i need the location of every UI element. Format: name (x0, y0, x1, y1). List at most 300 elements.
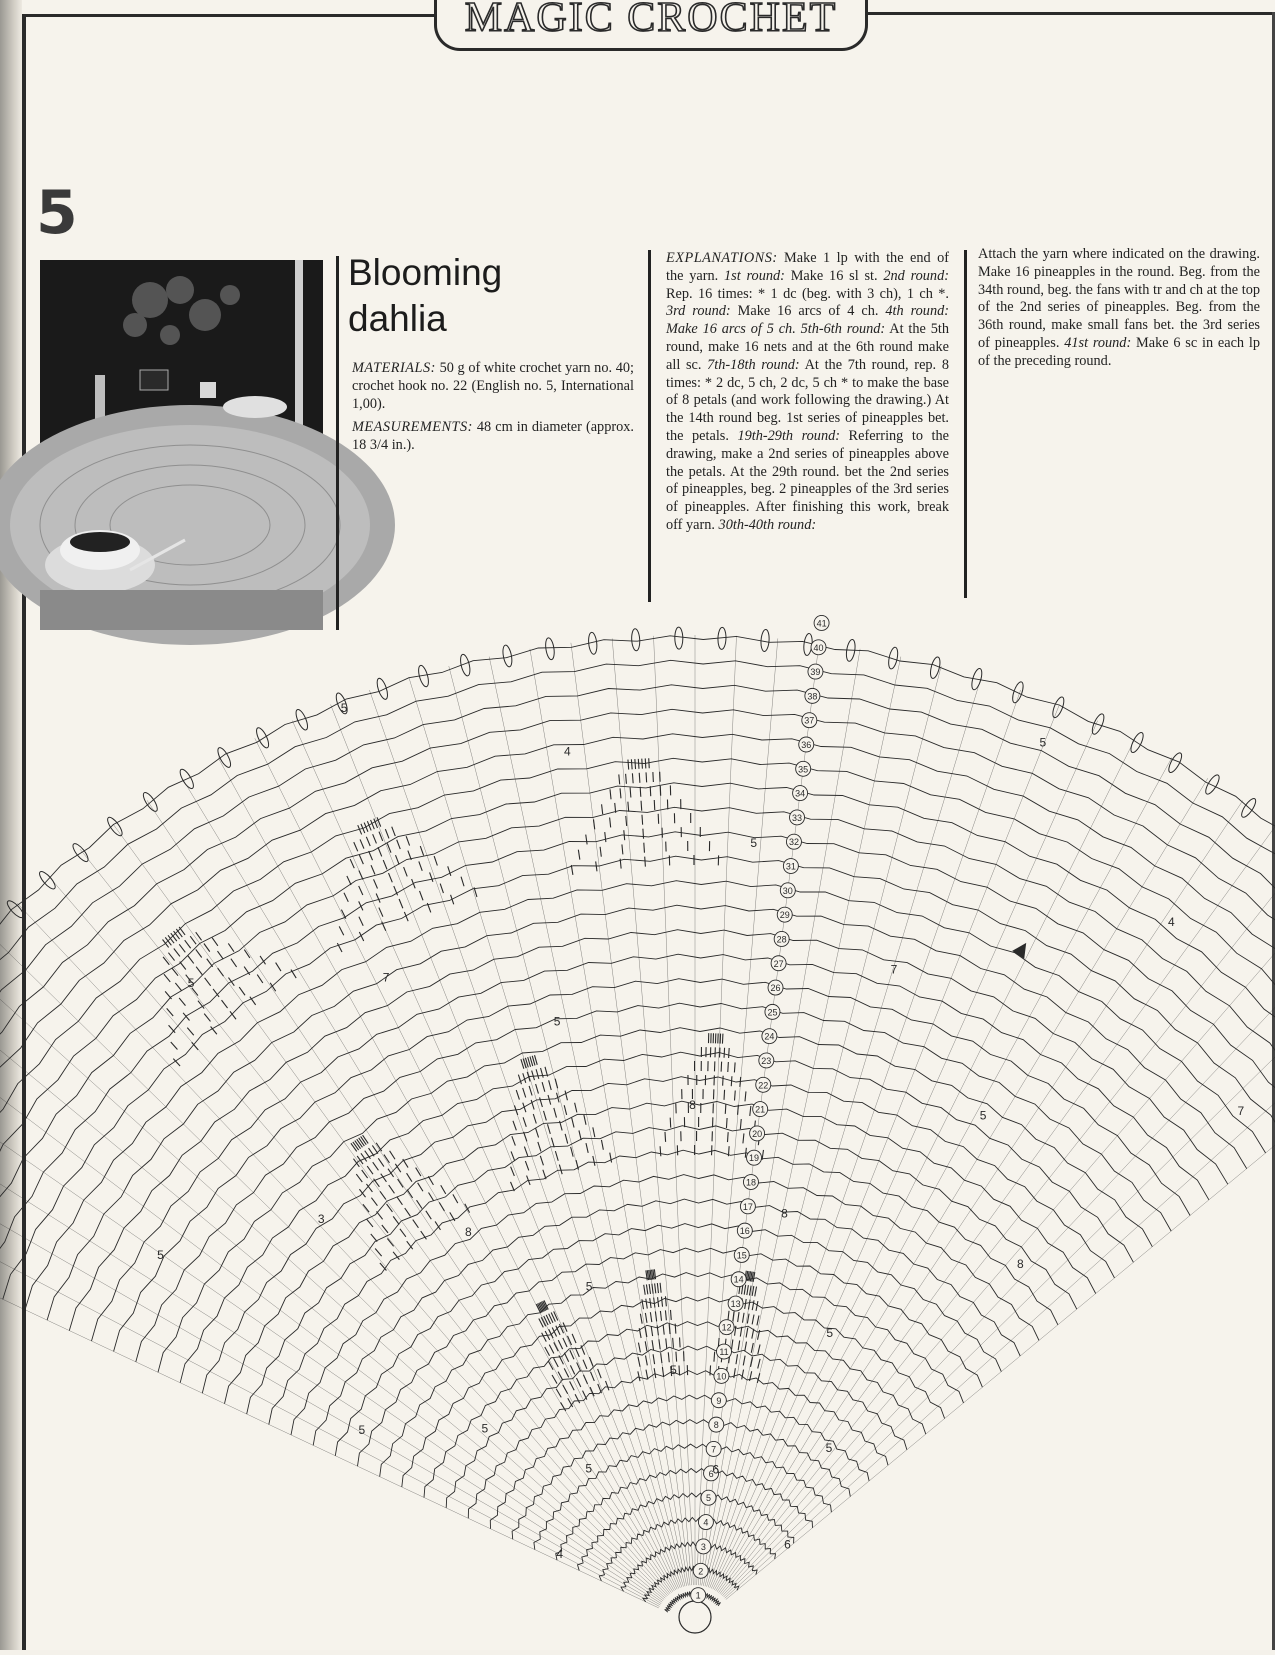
chart-stitch-mark (439, 1202, 444, 1211)
chart-stitch-mark (169, 1025, 176, 1033)
round-marker-label: 34 (795, 789, 805, 799)
round-marker-label: 1 (696, 1591, 701, 1601)
chart-stitch-mark (593, 1127, 595, 1137)
round-marker-label: 36 (801, 740, 811, 750)
round-marker-label: 40 (814, 643, 824, 653)
chart-stitch-mark (590, 1387, 594, 1396)
chart-stitch-mark (361, 1136, 367, 1144)
chart-stitch-mark (549, 1080, 552, 1090)
chart-stitch-mark (583, 1375, 587, 1384)
round-marker-label: 37 (804, 716, 814, 726)
chart-stitch-mark (426, 1211, 431, 1219)
chart-stitch-mark (650, 1312, 651, 1322)
chain-count-label: 4 (1168, 915, 1175, 929)
chart-edge-picot (501, 644, 513, 667)
round-marker-label: 27 (774, 959, 784, 969)
chart-stitch-mark (646, 1284, 647, 1294)
chart-stitch-mark (750, 1106, 751, 1116)
chart-stitch-mark (740, 1119, 741, 1129)
chart-stitch-mark (745, 1148, 746, 1158)
chart-stitch-mark (600, 847, 601, 857)
explanations-label: EXPLANATIONS: (666, 250, 778, 266)
continuation-text (978, 246, 1260, 369)
chart-stitch-mark (524, 1132, 527, 1141)
chart-stitch-mark (666, 1338, 667, 1348)
chain-count-label: 5 (157, 1248, 164, 1262)
chart-stitch-mark (564, 1105, 566, 1115)
chart-stitch-mark (366, 837, 370, 846)
chart-stitch-mark (558, 1372, 563, 1381)
explanations-segment: 1st round: (724, 268, 785, 284)
chart-stitch-mark (745, 1342, 747, 1352)
chain-count-label: 8 (465, 1225, 472, 1239)
chart-stitch-mark (556, 1389, 561, 1398)
chart-stitch-mark (605, 832, 606, 842)
chart-radial-line (218, 757, 676, 1589)
round-marker-label: 39 (810, 667, 820, 677)
materials-paragraph (352, 360, 634, 413)
chart-stitch-mark (524, 1147, 527, 1156)
chart-stitch-mark (374, 879, 378, 888)
chart-stitch-mark (676, 1352, 677, 1362)
chart-stitch-mark (590, 1372, 594, 1381)
chart-stitch-mark (441, 1185, 446, 1194)
chart-stitch-mark (743, 1133, 744, 1143)
chart-stitch-mark (632, 773, 633, 783)
chart-stitch-mark (371, 1198, 377, 1206)
chart-stitch-mark (396, 855, 400, 864)
chart-stitch-mark (379, 832, 383, 841)
chain-count-label: 5 (481, 1422, 488, 1436)
round-marker-label: 7 (711, 1444, 716, 1454)
chart-stitch-mark (406, 836, 409, 845)
chart-radial-line (80, 849, 670, 1594)
chart-stitch-mark (538, 1142, 541, 1152)
chart-stitch-mark (559, 1165, 562, 1175)
chart-stitch-mark (638, 1343, 640, 1353)
chart-stitch-mark (419, 861, 422, 870)
chart-edge-picot (375, 677, 390, 700)
explanations-segment: 7th-18th round: (707, 357, 800, 373)
chain-count-label: 8 (689, 1098, 696, 1112)
measurements-text: 48 cm in diameter (approx. 18 3/4 in.). (352, 419, 634, 453)
round-marker-label: 15 (737, 1250, 747, 1260)
chart-stitch-mark (742, 1370, 744, 1380)
chart-stitch-mark (735, 1091, 736, 1101)
chart-stitch-mark (660, 1311, 661, 1321)
chart-stitch-mark (578, 850, 579, 860)
chart-stitch-mark (596, 861, 597, 871)
chart-stitch-mark (511, 1182, 515, 1191)
chart-stitch-mark (542, 1082, 545, 1092)
chart-stitch-mark (572, 1334, 576, 1343)
magazine-title: MAGIC CROCHET (465, 0, 838, 42)
chart-stitch-mark (654, 1368, 656, 1378)
round-marker-label: 22 (758, 1080, 768, 1090)
explanations-segment: Make 16 arcs of 4 ch. (731, 303, 886, 319)
round-marker-label: 19 (749, 1153, 759, 1163)
chart-stitch-mark (387, 1204, 393, 1212)
explanations-segment: 3rd round: (666, 303, 731, 319)
chart-stitch-mark (635, 759, 636, 769)
chart-stitch-mark (638, 1371, 640, 1381)
chart-stitch-mark (742, 1313, 744, 1323)
chart-stitch-mark (645, 1356, 647, 1366)
chart-stitch-mark (593, 819, 594, 829)
chart-stitch-mark (724, 1090, 725, 1100)
round-marker-label: 38 (807, 691, 817, 701)
chart-stitch-mark (371, 1234, 377, 1242)
chart-stitch-mark (602, 804, 603, 814)
chart-stitch-mark (734, 1368, 736, 1378)
crochet-diagram-drawing (110, 630, 1070, 1650)
column-rule-3 (964, 250, 967, 598)
chart-stitch-mark (563, 1385, 568, 1394)
chart-stitch-mark (646, 772, 647, 782)
chart-stitch-mark (393, 1216, 399, 1224)
round-marker-label: 23 (761, 1056, 771, 1066)
header-plate (434, 0, 868, 51)
chart-stitch-mark (355, 1141, 361, 1149)
chart-stitch-mark (589, 1357, 593, 1366)
explanations-segment: Rep. 16 times: * 1 dc (beg. with 3 ch), 1 ch *. (666, 286, 949, 302)
materials-column (352, 360, 634, 461)
chart-stitch-mark (575, 1348, 579, 1357)
chart-stitch-mark (628, 760, 629, 770)
chart-stitch-mark (549, 1345, 554, 1354)
chart-stitch-mark (453, 1194, 458, 1203)
chart-stitch-mark (440, 884, 443, 893)
chart-stitch-mark (543, 1170, 546, 1179)
chart-stitch-mark (581, 1345, 585, 1354)
chart-radial-line (147, 800, 673, 1591)
chart-stitch-mark (357, 1139, 363, 1147)
chart-stitch-mark (733, 1311, 734, 1321)
round-marker-label: 30 (783, 886, 793, 896)
chart-stitch-mark (624, 830, 625, 840)
chart-stitch-mark (757, 1373, 759, 1383)
chart-stitch-mark (663, 1325, 664, 1335)
materials-text: 50 g of white crochet yarn no. 40; crochet hook no. 22 (English no. 5, International 1,00). (352, 360, 634, 412)
chart-stitch-mark (610, 789, 611, 799)
chain-count-label: 5 (980, 1108, 987, 1122)
chart-stitch-mark (758, 1359, 760, 1369)
chart-radial-line (449, 666, 685, 1586)
chart-stitch-mark (651, 1326, 652, 1336)
chart-stitch-mark (371, 820, 375, 829)
chart-stitch-mark (670, 1310, 671, 1320)
round-marker-label: 41 (817, 618, 827, 628)
chart-stitch-mark (728, 1146, 729, 1156)
chart-stitch-mark (257, 975, 263, 983)
chart-edge-picot (588, 632, 598, 655)
chart-stitch-mark (576, 1378, 580, 1387)
chart-stitch-mark (727, 1132, 728, 1142)
chart-stitch-mark (228, 943, 234, 951)
chain-count-label: 7 (891, 963, 898, 977)
chart-edge-picot (544, 637, 555, 660)
chart-stitch-mark (650, 786, 651, 796)
chart-stitch-mark (542, 1333, 547, 1342)
chart-stitch-mark (645, 857, 646, 867)
round-marker-label: 11 (719, 1347, 728, 1357)
chart-stitch-mark (738, 1312, 739, 1322)
chart-stitch-mark (187, 1028, 193, 1036)
chart-stitch-mark (387, 843, 391, 852)
chain-count-label: 5 (750, 836, 757, 850)
chart-stitch-mark (606, 1381, 609, 1390)
chart-stitch-mark (375, 1249, 381, 1257)
chart-stitch-mark (714, 1352, 715, 1362)
chart-stitch-mark (167, 1008, 174, 1016)
chart-stitch-mark (354, 842, 358, 851)
chart-stitch-mark (523, 1088, 526, 1098)
chart-stitch-mark (563, 1338, 567, 1347)
chart-stitch-mark (179, 944, 185, 952)
chart-stitch-mark (434, 856, 437, 865)
chart-stitch-mark (536, 1069, 539, 1079)
chart-stitch-mark (513, 1121, 516, 1130)
chart-stitch-mark (533, 1114, 536, 1124)
chart-stitch-mark (652, 1270, 653, 1280)
chart-stitch-mark (639, 773, 640, 783)
chart-stitch-mark (660, 1283, 661, 1293)
chart-stitch-mark (644, 843, 645, 853)
chart-stitch-mark (564, 1353, 568, 1362)
pattern-number: 5 (36, 178, 78, 248)
chart-stitch-mark (367, 1166, 373, 1174)
chart-stitch-mark (525, 1161, 528, 1170)
chart-stitch-mark (731, 1076, 732, 1086)
chart-round-arc (313, 1199, 1020, 1445)
chart-stitch-mark (405, 1208, 411, 1216)
chart-stitch-mark (645, 1341, 647, 1351)
chart-stitch-mark (752, 1329, 754, 1339)
chart-stitch-mark (572, 1118, 574, 1128)
round-marker-label: 21 (755, 1105, 765, 1115)
doily-photo-image (40, 260, 323, 630)
chart-stitch-mark (362, 1170, 368, 1178)
chart-stitch-mark (646, 1299, 647, 1309)
chart-stitch-mark (196, 967, 202, 975)
chart-stitch-mark (389, 1185, 395, 1193)
explanations-segment: Referring to the drawing, make a 2nd series of pineapples above the petals. At the 29th round. bet the 2nd series of pineapples, beg. 2 pineapples of the 3rd series of pineapples. After finishing this work, break off yarn. (666, 428, 949, 533)
chart-stitch-mark (655, 1311, 656, 1321)
chart-round-arc (291, 1175, 1039, 1435)
chart-radial-line (182, 778, 674, 1591)
chart-stitch-mark (516, 1090, 519, 1099)
frame-top-rule-left (22, 14, 434, 17)
chart-stitch-mark (239, 987, 245, 995)
chart-stitch-mark (649, 758, 650, 768)
chart-stitch-mark (734, 1062, 735, 1072)
round-marker-label: 16 (740, 1226, 750, 1236)
round-marker-label: 3 (701, 1542, 706, 1552)
chain-count-label: 5 (670, 1363, 677, 1377)
chart-round-arc (556, 1469, 813, 1561)
chart-stitch-mark (654, 1298, 655, 1308)
chart-stitch-mark (655, 1283, 656, 1293)
chart-stitch-mark (626, 816, 627, 826)
chart-stitch-mark (373, 1162, 379, 1170)
explanations-segment: At the 5th round, make 16 nets and at the 6th round make all sc. (666, 321, 949, 373)
chart-stitch-mark (610, 818, 611, 828)
chart-stitch-mark (601, 1140, 603, 1150)
chart-stitch-mark (276, 963, 281, 971)
chart-edge-picot (675, 627, 683, 649)
frame-left-rule (22, 14, 26, 1650)
chart-stitch-mark (555, 1151, 558, 1161)
chart-stitch-mark (649, 1284, 650, 1294)
chart-stitch-mark (512, 1136, 516, 1145)
chart-stitch-mark (383, 860, 387, 869)
chart-stitch-mark (217, 951, 223, 959)
chart-stitch-mark (640, 787, 641, 797)
round-marker-label: 9 (716, 1396, 721, 1406)
chart-stitch-mark (420, 846, 423, 855)
round-marker-label: 8 (714, 1420, 719, 1430)
chart-stitch-mark (675, 1324, 676, 1334)
chart-stitch-mark (638, 1357, 640, 1367)
chart-stitch-mark (584, 1115, 586, 1125)
chart-round-arc (490, 1395, 869, 1529)
chart-stitch-mark (662, 1367, 663, 1377)
chart-stitch-mark (755, 1287, 757, 1297)
chart-stitch-mark (752, 1286, 754, 1296)
chart-radial-line (489, 657, 687, 1586)
chart-stitch-mark (378, 1158, 384, 1166)
chart-center-ring (679, 1601, 711, 1633)
chart-stitch-mark (593, 1156, 595, 1166)
chart-stitch-mark (547, 1124, 550, 1134)
chart-stitch-mark (626, 774, 627, 784)
round-marker-label: 24 (764, 1032, 774, 1042)
round-marker-label: 32 (789, 837, 799, 847)
chart-stitch-mark (583, 1360, 587, 1369)
chart-stitch-mark (729, 1048, 730, 1058)
chart-stitch-mark (165, 991, 171, 999)
chain-count-label: 6 (712, 1462, 719, 1476)
chart-radial-line (331, 705, 681, 1588)
chart-stitch-mark (728, 1062, 729, 1072)
chart-stitch-mark (726, 1118, 727, 1128)
chain-count-label: 3 (318, 1212, 325, 1226)
chart-stitch-mark (171, 1042, 178, 1049)
chart-round-arc (202, 1077, 1114, 1394)
round-marker-label: 14 (734, 1275, 744, 1285)
round-marker-label: 25 (767, 1007, 777, 1017)
round-marker-label: 28 (777, 934, 787, 944)
round-marker-label: 31 (786, 862, 796, 872)
chart-stitch-mark (575, 1394, 580, 1403)
round-marker-label: 18 (746, 1178, 756, 1188)
chart-stitch-mark (723, 1076, 724, 1086)
chart-stitch-mark (545, 1347, 550, 1356)
chart-stitch-mark (575, 1103, 577, 1113)
chart-stitch-mark (620, 788, 621, 798)
chart-stitch-mark (359, 886, 363, 895)
measurements-paragraph (352, 419, 634, 455)
chart-stitch-mark (554, 1108, 557, 1118)
chart-stitch-mark (680, 1337, 681, 1347)
chart-stitch-mark (661, 1353, 662, 1363)
chart-radial-line (17, 903, 667, 1596)
chart-stitch-mark (743, 1356, 745, 1366)
chart-stitch-mark (640, 1314, 642, 1324)
chart-stitch-mark (168, 953, 174, 961)
chart-stitch-mark (356, 1174, 362, 1182)
chart-stitch-mark (367, 1219, 373, 1227)
chart-stitch-mark (665, 1310, 666, 1320)
chart-stitch-mark (376, 893, 380, 902)
chart-stitch-mark (665, 1132, 666, 1142)
chart-stitch-mark (420, 891, 424, 900)
chart-stitch-mark (430, 872, 433, 881)
chain-count-label: 5 (1040, 735, 1047, 749)
chain-count-label: 5 (554, 1015, 561, 1029)
chart-stitch-mark (638, 759, 639, 769)
column-rule-2 (648, 250, 651, 602)
chart-stitch-mark (392, 827, 396, 836)
measurements-label: MEASUREMENTS: (352, 419, 473, 435)
chart-stitch-mark (732, 1339, 733, 1349)
chart-stitch-mark (738, 1340, 740, 1350)
chart-stitch-mark (378, 847, 382, 856)
chart-stitch-mark (413, 1220, 419, 1228)
chart-stitch-mark (598, 1369, 602, 1378)
chart-stitch-mark (374, 819, 378, 828)
chart-stitch-mark (523, 1073, 526, 1083)
chart-stitch-mark (373, 834, 377, 843)
chart-stitch-mark (744, 1285, 745, 1295)
chart-stitch-mark (610, 1153, 612, 1163)
chart-stitch-mark (756, 1301, 758, 1311)
chain-count-label: 5 (586, 1279, 593, 1293)
chart-stitch-mark (511, 1151, 515, 1160)
chart-stitch-mark (748, 1300, 750, 1310)
chart-stitch-mark (757, 1316, 759, 1326)
chart-stitch-mark (377, 1211, 383, 1219)
chart-stitch-mark (400, 1229, 406, 1237)
chart-stitch-mark (642, 759, 643, 769)
explanations-text (666, 250, 949, 533)
chart-stitch-mark (461, 877, 464, 887)
chart-stitch-mark (428, 1176, 433, 1185)
chart-stitch-mark (536, 1084, 539, 1094)
chart-stitch-mark (511, 1167, 515, 1176)
chart-stitch-mark (222, 1000, 228, 1008)
chart-stitch-mark (668, 1352, 669, 1362)
round-marker-label: 6 (709, 1469, 714, 1479)
chart-stitch-mark (745, 1299, 747, 1309)
chart-stitch-mark (350, 859, 354, 868)
chart-stitch-mark (532, 1071, 535, 1081)
chain-count-label: 5 (826, 1326, 833, 1340)
chart-stitch-mark (523, 1117, 526, 1126)
chart-edge-picot (887, 647, 899, 670)
chart-stitch-mark (555, 1079, 557, 1089)
chart-stitch-mark (644, 1285, 645, 1295)
chart-radial-line (48, 876, 669, 1595)
chart-stitch-mark (548, 1095, 551, 1105)
chart-stitch-mark (628, 802, 629, 812)
frame-top-rule-right (862, 12, 1275, 15)
chart-stitch-mark (565, 1091, 567, 1101)
chart-stitch-mark (397, 840, 401, 849)
chart-stitch-mark (174, 948, 180, 956)
chart-stitch-mark (389, 873, 393, 882)
chart-stitch-mark (363, 1135, 369, 1143)
